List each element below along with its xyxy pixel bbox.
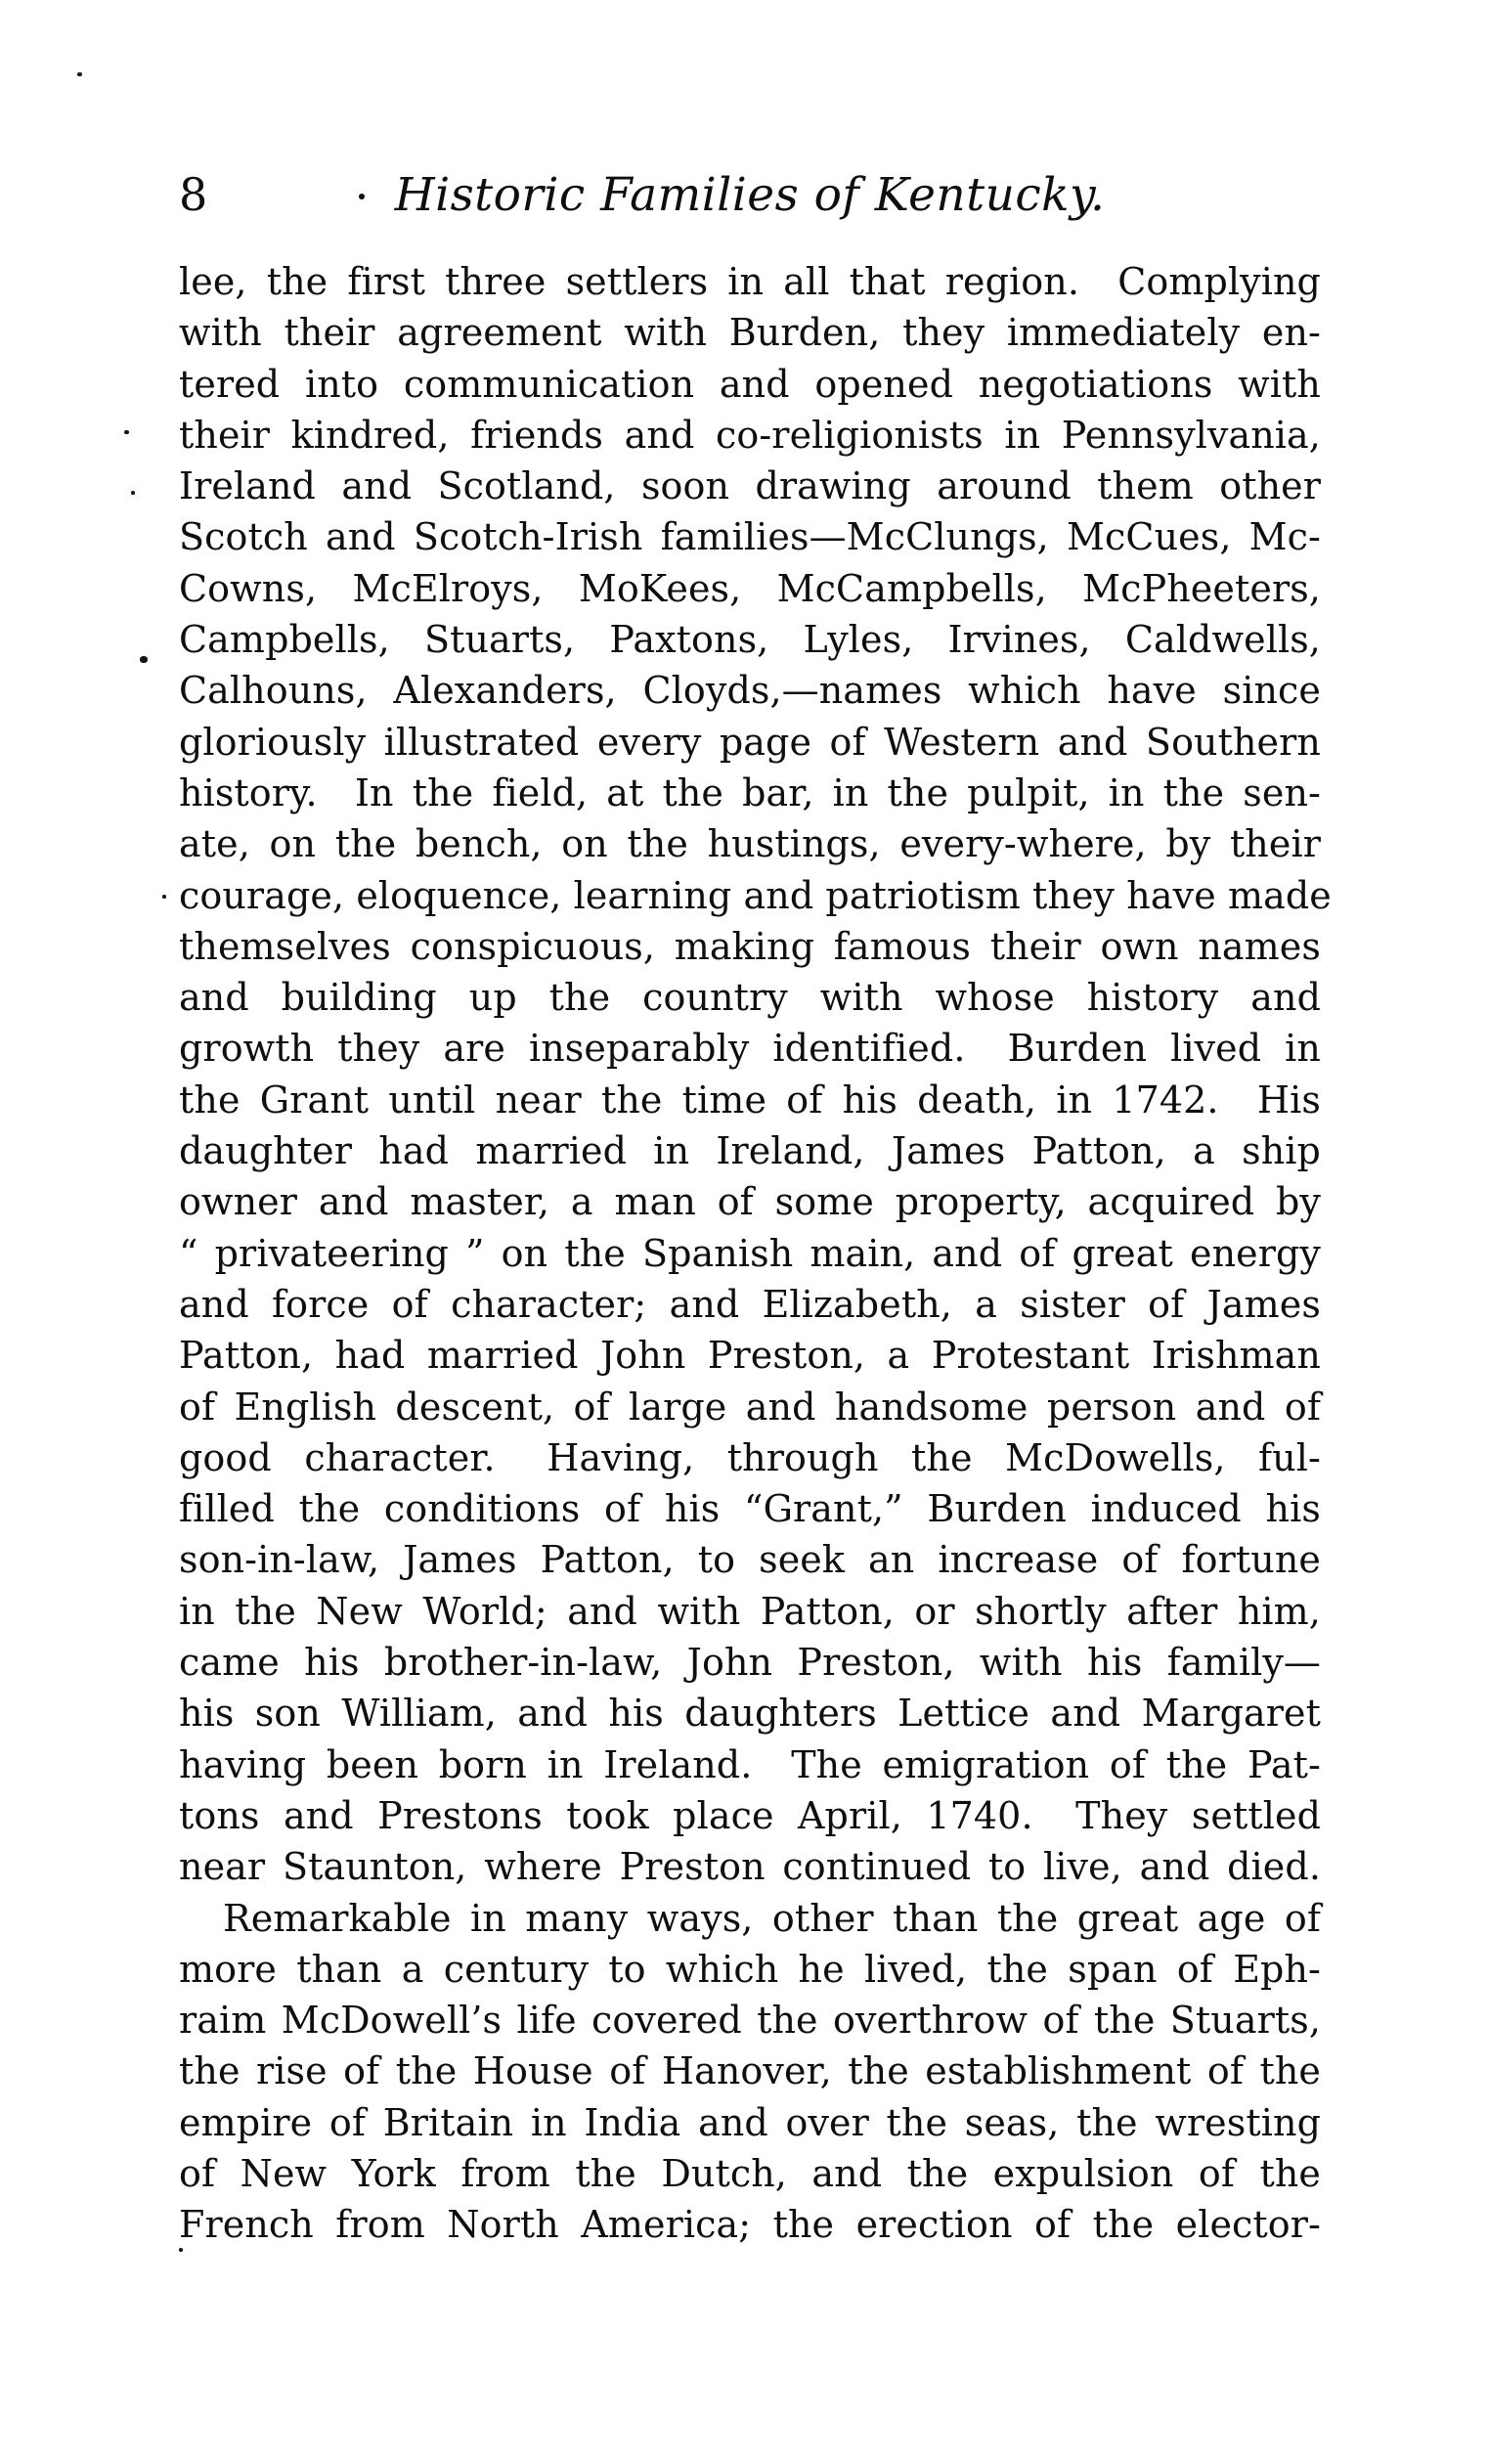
- text-line: filled the conditions of his “Grant,” Burden induced his: [179, 1487, 1321, 1531]
- text-line: themselves conspicuous, making famous their own names: [179, 924, 1321, 968]
- scan-speck: [179, 2248, 183, 2252]
- text-line: Ireland and Scotland, soon drawing around them other: [179, 464, 1321, 508]
- text-line: having been born in Ireland. The emigration of the Pat-: [179, 1742, 1321, 1786]
- text-line: the rise of the House of Hanover, the establishment of the: [179, 2049, 1321, 2093]
- text-line: “ privateering ” on the Spanish main, and of great energy: [179, 1231, 1321, 1275]
- text-line: empire of Britain in India and over the seas, the wresting: [179, 2100, 1321, 2144]
- body-text: [179, 256, 1332, 2251]
- page-number: 8: [179, 168, 208, 221]
- text-line: owner and master, a man of some property, acquired by: [179, 1180, 1321, 1224]
- scan-speck: [140, 656, 148, 663]
- text-line: good character. Having, through the McDowells, ful-: [179, 1435, 1321, 1479]
- text-line: and building up the country with whose history and: [179, 976, 1321, 1020]
- text-line: more than a century to which he lived, the span of Eph-: [179, 1947, 1321, 1991]
- text-line: Campbells, Stuarts, Paxtons, Lyles, Irvines, Caldwells,: [179, 618, 1321, 662]
- text-line: came his brother-in-law, John Preston, with his family—: [179, 1641, 1321, 1685]
- text-line: with their agreement with Burden, they immediately en-: [179, 311, 1321, 355]
- text-line: of English descent, of large and handsome person and of: [179, 1385, 1321, 1429]
- text-line: Calhouns, Alexanders, Cloyds,—names which have since: [179, 669, 1321, 713]
- running-title: Historic Families of Kentucky.: [394, 168, 1106, 222]
- text-line: son-in-law, James Patton, to seek an increase of fortune: [179, 1538, 1321, 1582]
- text-line: of New York from the Dutch, and the expulsion of the: [179, 2151, 1321, 2195]
- text-line: near Staunton, where Preston continued to live, and died.: [179, 1845, 1321, 1889]
- text-line: courage, eloquence, learning and patriotism they have made: [179, 873, 1332, 917]
- text-line: Remarkable in many ways, other than the great age of: [223, 1896, 1321, 1940]
- text-line: Patton, had married John Preston, a Protestant Irishman: [179, 1334, 1321, 1378]
- text-line: tons and Prestons took place April, 1740. They settled: [179, 1793, 1321, 1837]
- text-line: growth they are inseparably identified. Burden lived in: [179, 1027, 1321, 1071]
- text-line: Scotch and Scotch-Irish families—McClungs, McCues, Mc-: [179, 515, 1321, 559]
- text-line: their kindred, friends and co-religionists in Pennsylvania,: [179, 413, 1321, 457]
- text-line: lee, the first three settlers in all that region. Complying: [179, 260, 1321, 303]
- scan-speck: [124, 430, 129, 434]
- text-line: the Grant until near the time of his death, in 1742. His: [179, 1078, 1321, 1122]
- text-line: his son William, and his daughters Lettice and Margaret: [179, 1692, 1321, 1736]
- text-line: history. In the field, at the bar, in the pulpit, in the sen-: [179, 770, 1321, 814]
- text-line: tered into communication and opened negotiations with: [179, 362, 1321, 406]
- text-line: raim McDowell’s life covered the overthrow of the Stuarts,: [179, 1999, 1321, 2043]
- text-line: French from North America; the erection of the elector-: [179, 2203, 1321, 2247]
- text-line: in the New World; and with Patton, or shortly after him,: [179, 1589, 1321, 1633]
- scan-speck: [131, 491, 135, 495]
- text-line: and force of character; and Elizabeth, a sister of James: [179, 1282, 1321, 1326]
- scan-speck: [162, 895, 166, 899]
- text-line: ate, on the bench, on the hustings, every-where, by their: [179, 822, 1321, 866]
- page-header: [179, 168, 1321, 223]
- scan-speck: [77, 72, 82, 76]
- text-line: gloriously illustrated every page of Western and Southern: [179, 720, 1321, 764]
- text-line: Cowns, McElroys, MoKees, McCampbells, McPheeters,: [179, 566, 1321, 610]
- text-line: daughter had married in Ireland, James Patton, a ship: [179, 1129, 1321, 1173]
